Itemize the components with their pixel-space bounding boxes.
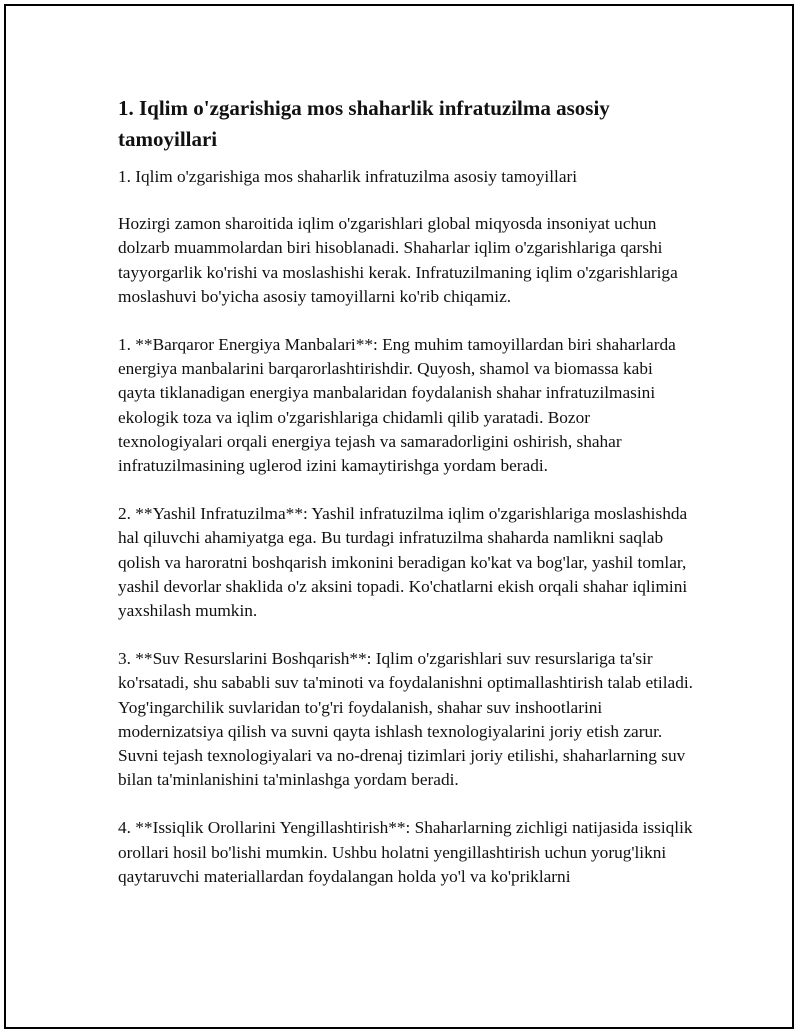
- intro-paragraph: Hozirgi zamon sharoitida iqlim o'zgarishlari global miqyosda insoniyat uchun dolzarb muammolardan biri hisoblanadi. Shaharlar iqlim o'zgarishlariga qarshi tayyorgarlik ko'rishi va moslashishi kerak. Infratuzilmaning iqlim o'zgarishlariga moslashuvi bo'yicha asosiy tamoyillarni ko'rib chiqamiz.: [118, 214, 678, 306]
- principle-green-infrastructure-paragraph: 2. **Yashil Infratuzilma**: Yashil infratuzilma iqlim o'zgarishlariga moslashishda hal qiluvchi ahamiyatga ega. Bu turdagi infratuzilma shaharda namlikni saqlab qolish va haroratni boshqarish imkonini beradigan ko'kat va bog'lar, yashil tomlar, yashil devorlar shaklida o'z aksini topadi. Ko'chatlarni ekish orqali shahar iqlimini yaxshilash mumkin.: [118, 504, 688, 621]
- document-body: [118, 93, 693, 913]
- principle-water-resources-paragraph: 3. **Suv Resurslarini Boshqarish**: Iqlim o'zgarishlari suv resurslariga ta'sir ko'rsatadi, shu sababli suv ta'minoti va foydalanishni optimallashtirish talab etiladi. Yog'ingarchilik suvlaridan to'g'ri foydalanish, shahar suv inshootlarini modernizatsiya qilish va suvni qayta ishlash texnologiyalarini joriy etish zarur. Suvni tejash texnologiyalari va no-drenaj tizimlari joriy etilishi, shaharlarning suv bilan ta'minlanishini ta'minlashga yordam beradi.: [118, 649, 693, 790]
- principle-heat-islands-paragraph: 4. **Issiqlik Orollarini Yengillashtirish**: Shaharlarning zichligi natijasida issiqlik orollari hosil bo'lishi mumkin. Ushbu holatni yengillashtirish uchun yorug'likni qaytaruvchi materiallardan foydalangan holda yo'l va ko'priklarni: [118, 818, 693, 886]
- section-heading-text: 1. Iqlim o'zgarishiga mos shaharlik infratuzilma asosiy tamoyillari: [118, 167, 578, 186]
- document-title: 1. Iqlim o'zgarishiga mos shaharlik infratuzilma asosiy tamoyillari: [118, 96, 610, 151]
- principle-energy-paragraph: 1. **Barqaror Energiya Manbalari**: Eng muhim tamoyillardan biri shaharlarda energiya manbalarini barqarorlashtirishdir. Quyosh, shamol va biomassa kabi qayta tiklanadigan energiya manbalaridan foydalanish shahar infratuzilmasini ekologik toza va iqlim o'zgarishlariga chidamli qilib yaratadi. Bozor texnologiyalari orqali energiya tejash va samaradorligini oshirish, shahar infratuzilmasining uglerod izini kamaytirishga yordam beradi.: [118, 335, 676, 476]
